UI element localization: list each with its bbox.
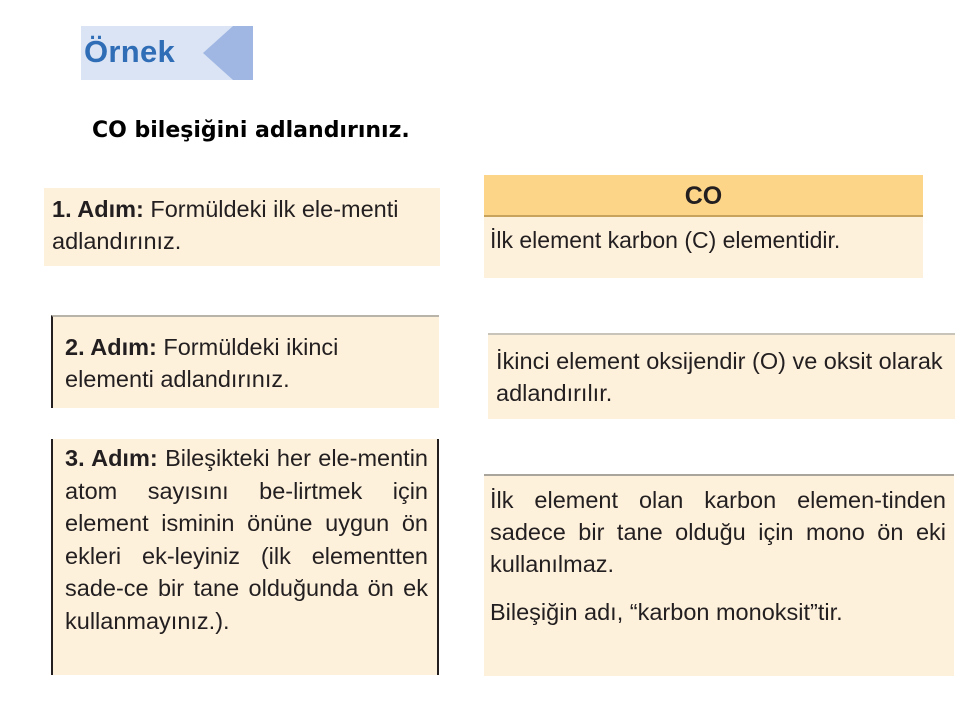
question-title: CO bileşiğini adlandırınız.	[92, 118, 410, 143]
formula-box	[484, 175, 923, 278]
answer-first-element: İlk element karbon (C) elementidir.	[490, 227, 841, 253]
step-2-text: Formüldeki ikinci elementi adlandırınız.	[65, 334, 339, 392]
step-3-text: Bileşikteki her ele-mentin atom sayısını be-lirtmek için element isminin önüne uygun ön ekleri ek-leyiniz (ilk elementten sade-ce bir tane olduğunda ön ek kullanmayınız.).	[65, 445, 428, 634]
step-3-box	[51, 439, 439, 675]
answer-3-box	[484, 474, 954, 676]
step-2-label: 2. Adım:	[65, 334, 157, 360]
step-3-label: 3. Adım:	[65, 445, 158, 471]
step-1-label: 1. Adım:	[52, 196, 144, 222]
answer-2-box	[488, 333, 955, 419]
step-2-box	[51, 315, 439, 408]
badge-label: Örnek	[84, 34, 176, 69]
answer-second-element: İkinci element oksijendir (O) ve oksit olarak adlandırılır.	[496, 348, 943, 406]
answer-prefix-explanation: İlk element olan karbon elemen-tinden sadece bir tane olduğu için mono ön eki kullanılmaz.	[490, 487, 946, 577]
example-badge	[81, 26, 253, 80]
answer-result: Bileşiğin adı, “karbon monoksit”tir.	[490, 599, 843, 625]
formula-header: CO	[484, 175, 923, 217]
step-1-box	[44, 188, 440, 266]
step-1-text: Formüldeki ilk ele-menti adlandırınız.	[52, 196, 399, 254]
